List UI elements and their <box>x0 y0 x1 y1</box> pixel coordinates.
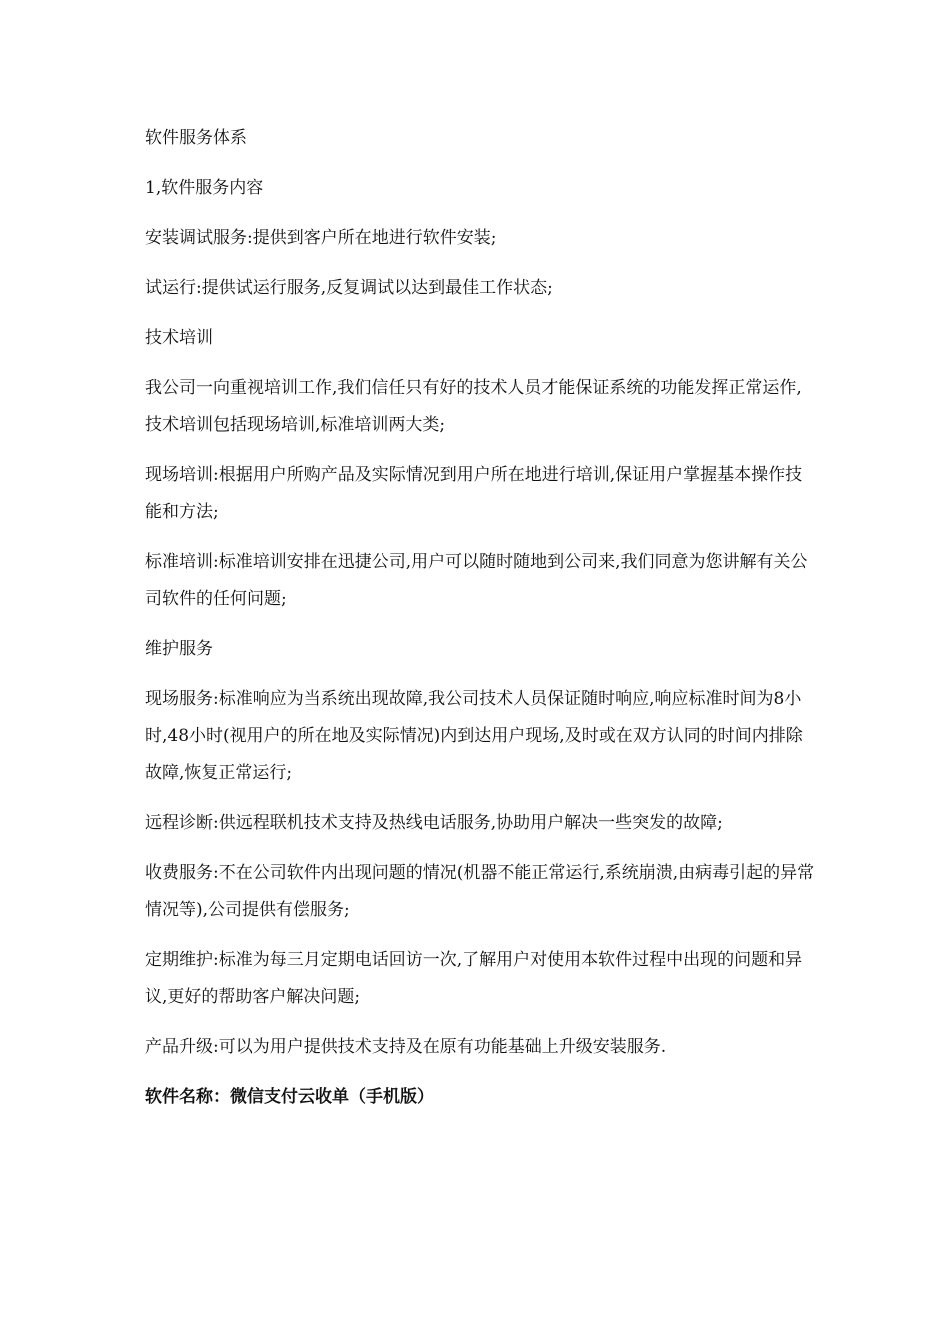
document-body <box>145 120 815 1129</box>
paragraph-product-upgrade: 产品升级:可以为用户提供技术支持及在原有功能基础上升级安装服务. <box>145 1037 667 1057</box>
paragraph-trial-run: 试运行:提供试运行服务,反复调试以达到最佳工作状态; <box>145 278 553 298</box>
paragraph-onsite-service: 现场服务:标准响应为当系统出现故障,我公司技术人员保证随时响应,响应标准时间为8小时,48小时(视用户的所在地及实际情况)内到达用户现场,及时或在双方认同的时间内排除故障,恢复正常运行; <box>145 689 803 783</box>
paragraph-remote-diagnosis: 远程诊断:供远程联机技术支持及热线电话服务,协助用户解决一些突发的故障; <box>145 813 723 833</box>
paragraph-training-intro: 我公司一向重视培训工作,我们信任只有好的技术人员才能保证系统的功能发挥正常运作,技术培训包括现场培训,标准培训两大类; <box>145 378 802 435</box>
paragraph-installation: 安装调试服务:提供到客户所在地进行软件安装; <box>145 228 497 248</box>
paragraph-regular-maintenance: 定期维护:标准为每三月定期电话回访一次,了解用户对使用本软件过程中出现的问题和异议,更好的帮助客户解决问题; <box>145 950 803 1007</box>
heading-service-content: 1,软件服务内容 <box>145 178 264 198</box>
software-name-title: 软件名称：微信支付云收单（手机版） <box>145 1087 434 1107</box>
paragraph-standard-training: 标准培训:标准培训安排在迅捷公司,用户可以随时随地到公司来,我们同意为您讲解有关公司软件的任何问题; <box>145 552 808 609</box>
heading-service-system: 软件服务体系 <box>145 128 247 148</box>
paragraph-paid-service: 收费服务:不在公司软件内出现问题的情况(机器不能正常运行,系统崩溃,由病毒引起的异常情况等),公司提供有偿服务; <box>145 863 815 920</box>
heading-technical-training: 技术培训 <box>145 328 213 348</box>
paragraph-onsite-training: 现场培训:根据用户所购产品及实际情况到用户所在地进行培训,保证用户掌握基本操作技能和方法; <box>145 465 803 522</box>
heading-maintenance: 维护服务 <box>145 639 213 659</box>
